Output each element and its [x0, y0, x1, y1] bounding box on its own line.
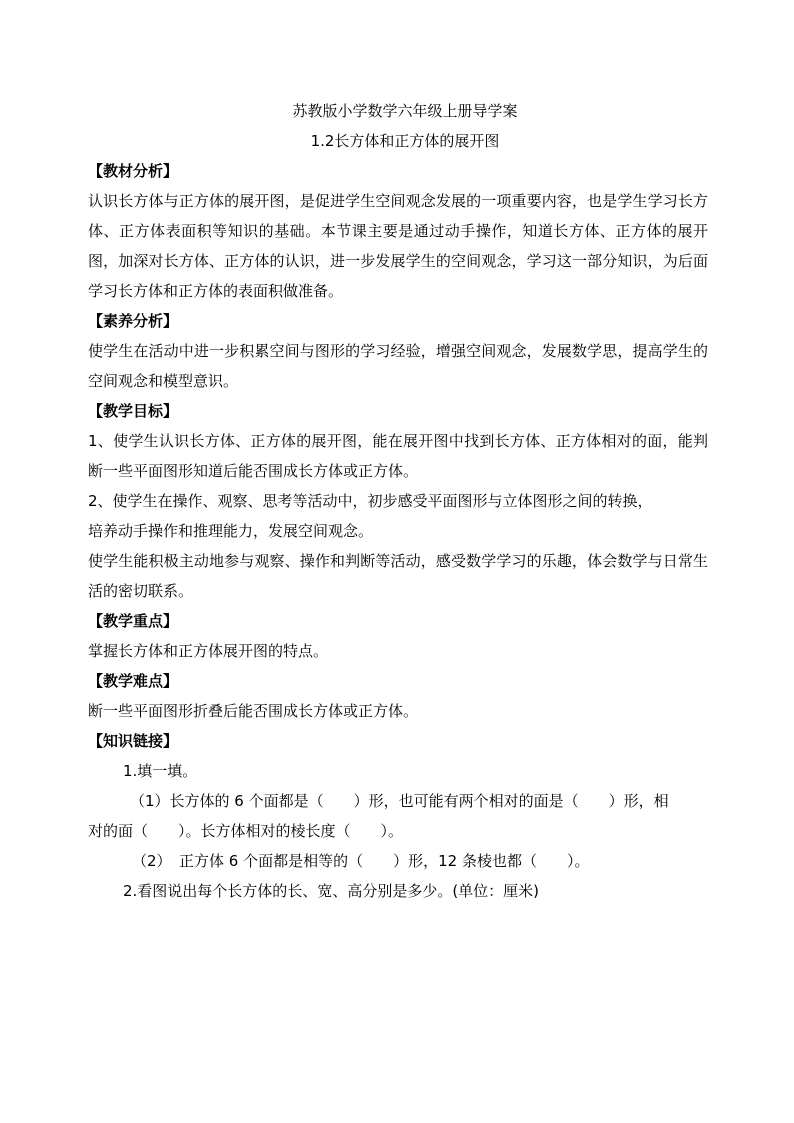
question-2-title: 2.看图说出每个长方体的长、宽、高分别是多少。(单位：厘米) [123, 882, 540, 900]
difficulties-heading: 【教学难点】 [88, 672, 179, 690]
question-1-title: 1.填一填。 [123, 762, 198, 780]
materials-heading: 【教材分析】 [88, 162, 179, 180]
key-points-heading: 【教学重点】 [88, 612, 179, 630]
links-heading: 【知识链接】 [88, 732, 179, 750]
materials-text: 认识长方体与正方体的展开图，是促进学生空间观念发展的一项重要内容，也是学生学习长方体、正方体表面积等知识的基础。本节课主要是通过动手操作，知道长方体、正方体的展开图，加深对长方体、正方体的认识，进一步发展学生的空间观念，学习这一部分知识，为后面学习长方体和正方体的表面积做准备。 [88, 192, 708, 300]
document-page [88, 96, 708, 906]
goal-item-2-line-1: 2、使学生在操作、观察、思考等活动中，初步感受平面图形与立体图形之间的转换， [88, 492, 653, 510]
question-1-1-line-2: 对的面（ ）。长方体相对的棱长度（ ）。 [88, 822, 404, 840]
goal-item-2-line-2: 培养动手操作和推理能力，发展空间观念。 [88, 522, 374, 540]
goal-item-3: 使学生能积极主动地参与观察、操作和判断等活动，感受数学学习的乐趣，体会数学与日常生活的密切联系。 [88, 552, 708, 600]
goals-heading: 【教学目标】 [88, 402, 179, 420]
lesson-title: 1.2长方体和正方体的展开图 [310, 132, 500, 150]
goal-item-1: 1、使学生认识长方体、正方体的展开图，能在展开图中找到长方体、正方体相对的面，能判断一些平面图形知道后能否围成长方体或正方体。 [88, 432, 708, 480]
literacy-text: 使学生在活动中进一步积累空间与图形的学习经验，增强空间观念，发展数学思，提高学生的空间观念和模型意识。 [88, 342, 708, 390]
document-title: 苏教版小学数学六年级上册导学案 [292, 102, 518, 120]
question-1-1-line-1: （1）长方体的 6 个面都是（ ）形，也可能有两个相对的面是（ ）形，相 [130, 792, 669, 810]
question-1-2: （2） 正方体 6 个面都是相等的（ ）形，12 条棱也都（ ）。 [132, 852, 590, 870]
key-points-text: 掌握长方体和正方体展开图的特点。 [88, 642, 329, 660]
literacy-heading: 【素养分析】 [88, 312, 179, 330]
difficulties-text: 断一些平面图形折叠后能否围成长方体或正方体。 [88, 702, 419, 720]
